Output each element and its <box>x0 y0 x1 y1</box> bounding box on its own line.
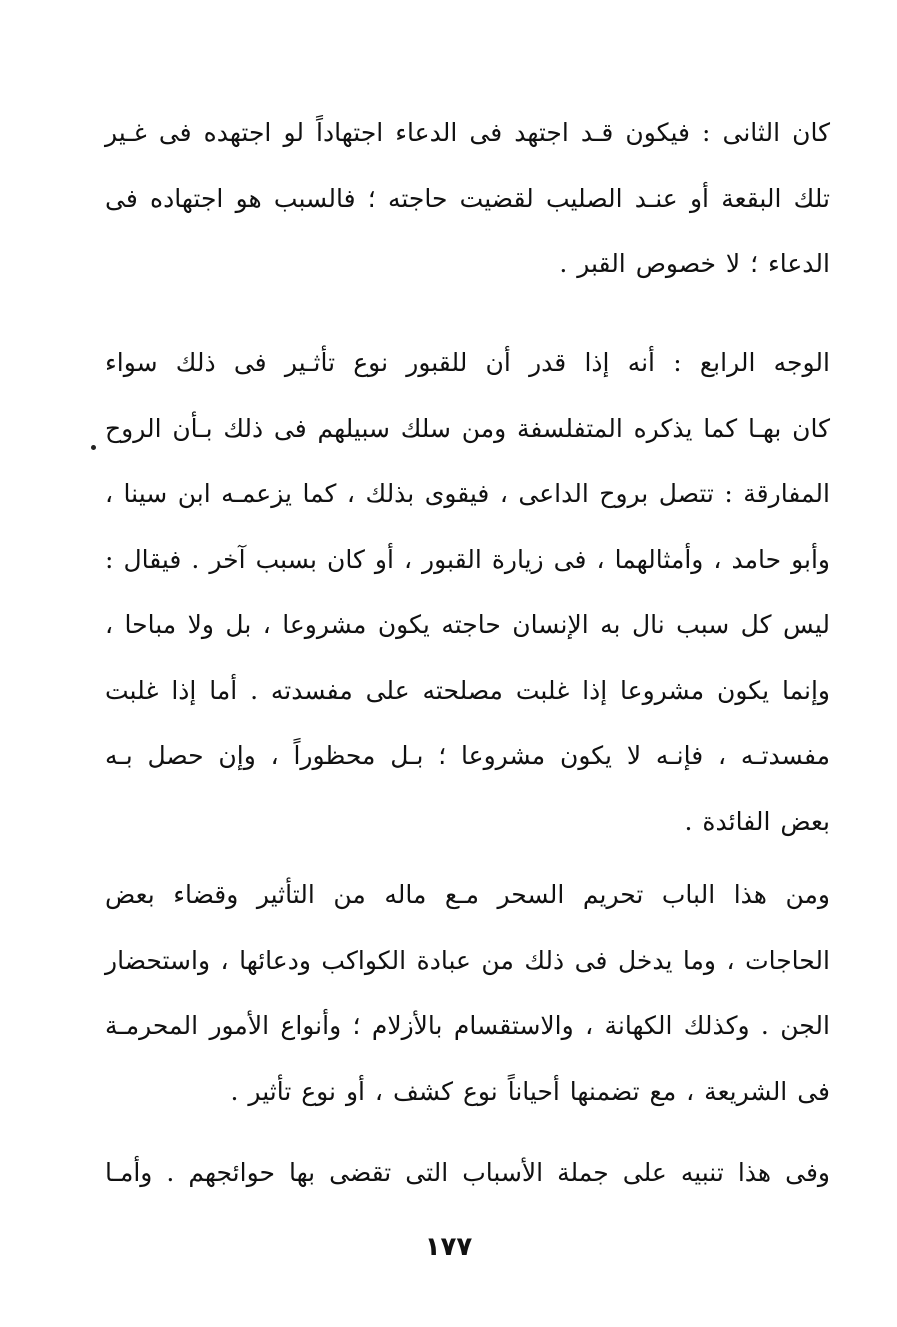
text-line: الدعاء ؛ لا خصوص القبر . <box>559 249 830 278</box>
ink-speck <box>91 445 96 450</box>
paragraph-2 <box>105 330 830 854</box>
text-line: مفسدتـه ، فإنـه لا يكون مشروعا ؛ بـل محظوراً ، وإن حصل بـه <box>105 741 830 770</box>
paragraph-3 <box>105 862 830 1124</box>
text-line: كان الثانى : فيكون قـد اجتهد فى الدعاء اجتهاداً لو اجتهده فى غـير <box>105 118 830 147</box>
text-line: وأبو حامد ، وأمثالهما ، فى زيارة القبور ، أو كان بسبب آخر . فيقال : <box>105 544 830 574</box>
text-line: وإنما يكون مشروعا إذا غلبت مصلحته على مفسدته . أما إذا غلبت <box>105 675 830 705</box>
text-line: تلك البقعة أو عنـد الصليب لقضيت حاجته ؛ فالسبب هو اجتهاده فى <box>105 183 830 213</box>
text-line: الوجه الرابع : أنه إذا قدر أن للقبور نوع تأثـير فى ذلك سواء <box>105 348 830 377</box>
text-line: بعض الفائدة . <box>684 806 830 836</box>
text-line: ليس كل سبب نال به الإنسان حاجته يكون مشروعا ، بل ولا مباحا ، <box>105 610 830 639</box>
text-line: الحاجات ، وما يدخل فى ذلك من عبادة الكواكب ودعائها ، واستحضار <box>105 945 830 975</box>
text-line: فى الشريعة ، مع تضمنها أحياناً نوع كشف ، أو نوع تأثير . <box>230 1076 830 1106</box>
text-line: المفارقة : تتصل بروح الداعى ، فيقوى بذلك ، كما يزعمـه ابن سينا ، <box>105 479 830 508</box>
text-line: وفى هذا تنبيه على جملة الأسباب التى تقضى بها حوائجهم . وأمـا <box>105 1158 830 1187</box>
paragraph-1 <box>105 100 830 297</box>
text-line: الجن . وكذلك الكهانة ، والاستقسام بالأزلام ؛ وأنواع الأمور المحرمـة <box>105 1011 830 1040</box>
paragraph-4 <box>105 1140 830 1206</box>
text-line: ومن هذا الباب تحريم السحر مـع ماله من التأثير وقضاء بعض <box>105 880 830 909</box>
text-line: كان بهـا كما يذكره المتفلسفة ومن سلك سبيلهم فى ذلك بـأن الروح <box>105 413 830 443</box>
page-number: ١٧٧ <box>424 1232 473 1262</box>
